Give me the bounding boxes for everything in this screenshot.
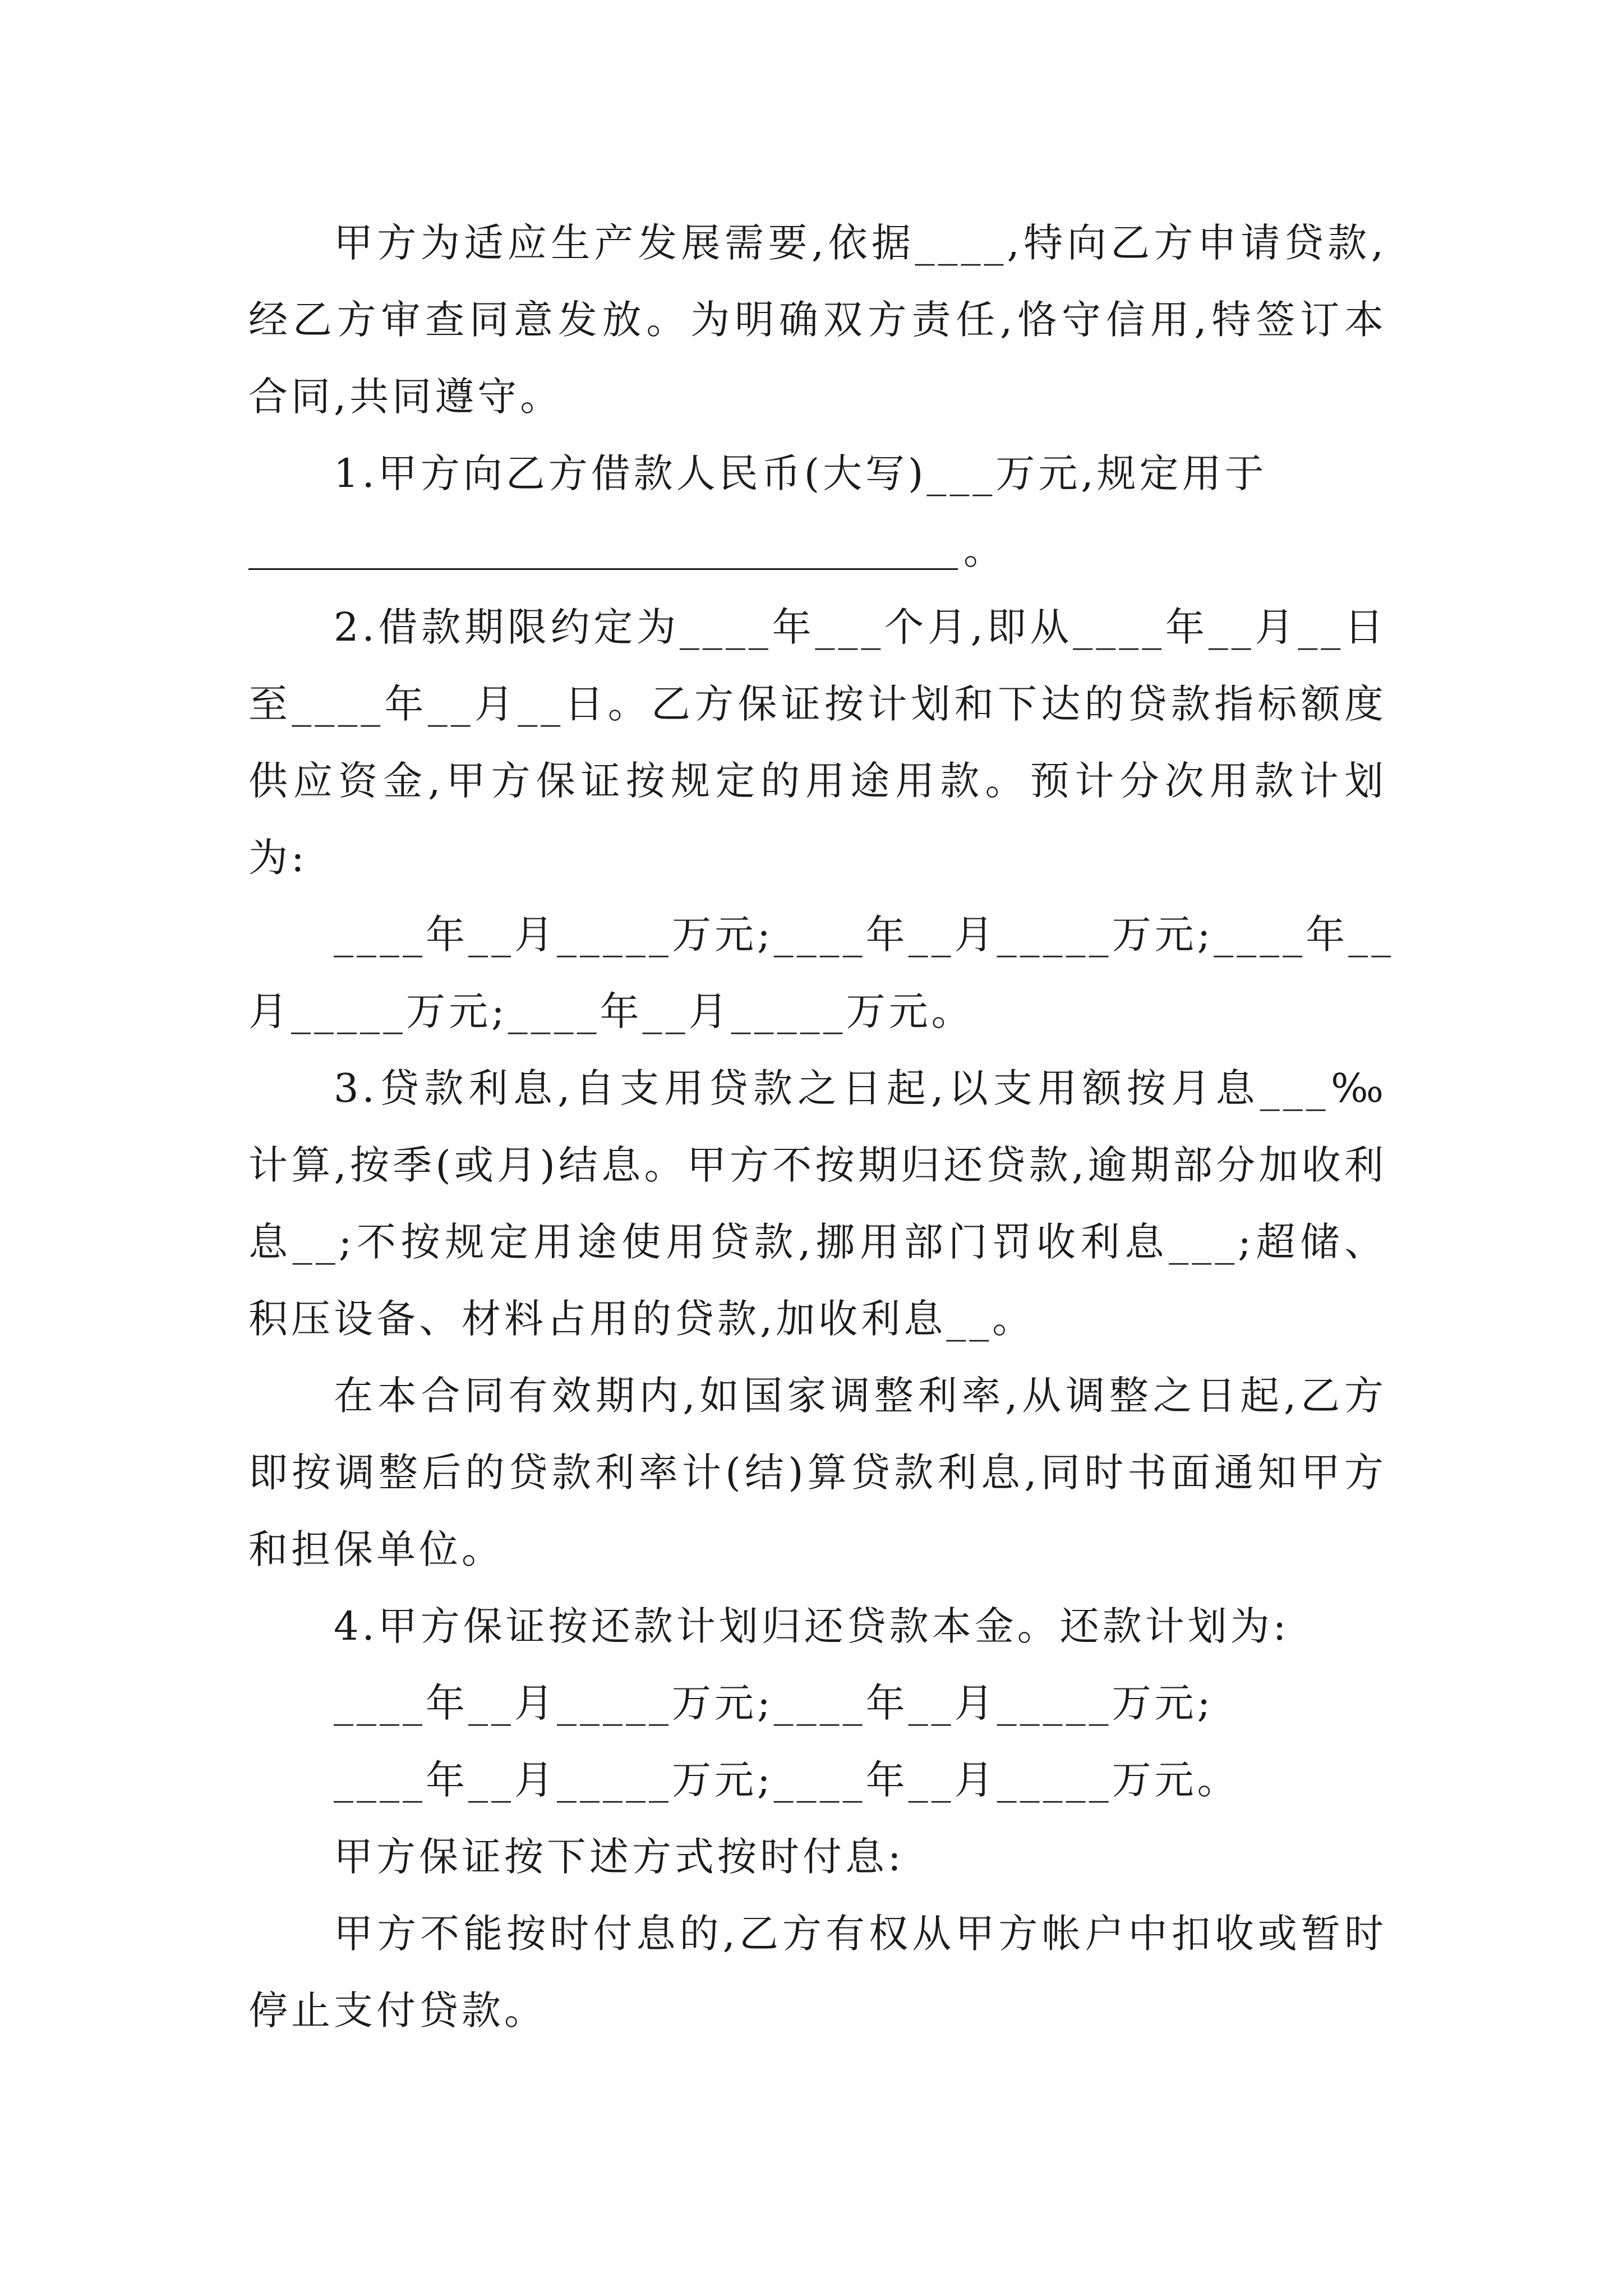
- default-clause-paragraph: 甲方不能按时付息的,乙方有权从甲方帐户中扣收或暂时停止支付贷款。: [248, 1911, 1387, 2033]
- clause-2-paragraph: 2.借款期限约定为____年___个月,即从____年__月__日至____年__月__日。乙方保证按计划和下达的贷款指标额度供应资金,甲方保证按规定的用途用款。预计分次用款计划为:: [248, 604, 1387, 881]
- drawdown-schedule-line-1: ____年__月_____万元;____年__月_____万元;____年__: [334, 912, 1395, 958]
- purpose-end-mark: 。: [963, 527, 1006, 573]
- purpose-blank-line: [248, 512, 1387, 589]
- interest-method-paragraph: 甲方保证按下述方式按时付息:: [334, 1834, 905, 1880]
- intro-paragraph: 甲方为适应生产发展需要,依据____,特向乙方申请贷款,经乙方审查同意发放。为明确双方责任,恪守信用,特签订本合同,共同遵守。: [248, 220, 1387, 420]
- repayment-schedule-line-1: ____年__月_____万元;____年__月_____万元;: [334, 1680, 1214, 1726]
- repayment-schedule-line-2: ____年__月_____万元;____年__月_____万元。: [334, 1757, 1240, 1803]
- clause-4-paragraph: 4.甲方保证按还款计划归还贷款本金。还款计划为:: [334, 1603, 1290, 1649]
- rate-adjustment-paragraph: 在本合同有效期内,如国家调整利率,从调整之日起,乙方即按调整后的贷款利率计(结)算贷款利息,同时书面通知甲方和担保单位。: [248, 1373, 1387, 1572]
- clause-3-paragraph: 3.贷款利息,自支用贷款之日起,以支用额按月息___‰计算,按季(或月)结息。甲方不按期归还贷款,逾期部分加收利息__;不按规定用途使用贷款,挪用部门罚收利息___;超储、积压设备、材料占用的贷款,加收利息__。: [248, 1065, 1387, 1342]
- drawdown-schedule-line-2: 月_____万元;____年__月_____万元。: [248, 988, 974, 1034]
- purpose-underline: [248, 568, 958, 570]
- clause-1-paragraph: 1.甲方向乙方借款人民币(大写)___万元,规定用于: [334, 450, 1267, 496]
- contract-body: [248, 205, 1395, 2049]
